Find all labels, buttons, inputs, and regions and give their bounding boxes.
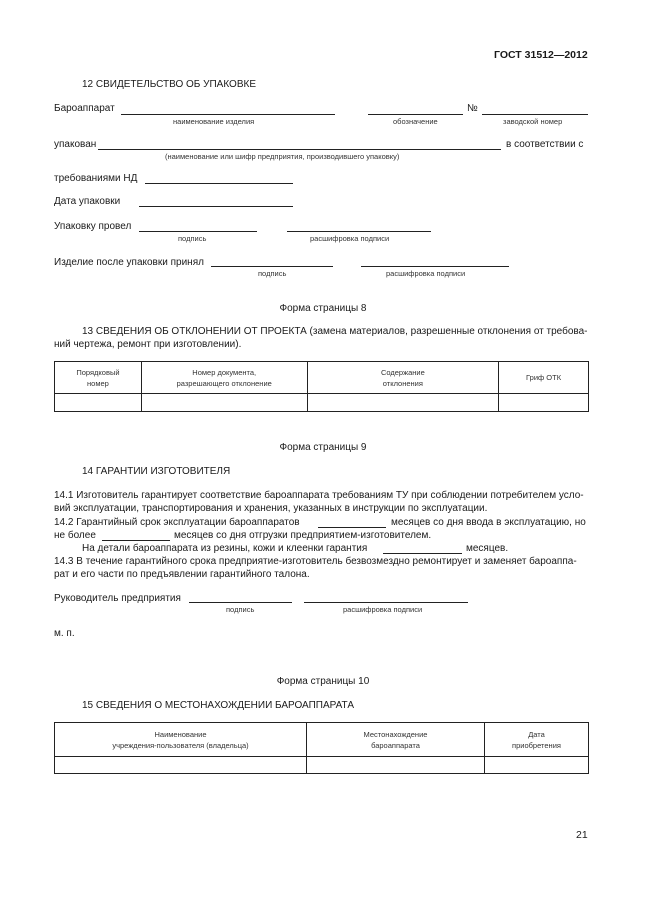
deviation-table-header-row [55, 362, 589, 394]
col-user-institution: Наименование учреждения-пользователя (владельца) [55, 723, 307, 757]
compliance-text: в соответствии с [506, 139, 584, 150]
form-page-8-title: Форма страницы 8 [279, 303, 367, 314]
packed-by-decode-caption: расшифровка подписи [310, 234, 390, 243]
packed-by-signature-field[interactable] [139, 231, 257, 232]
form-page-10-title: Форма страницы 10 [276, 676, 370, 687]
accepted-by-decode-field[interactable] [361, 266, 509, 267]
accepted-by-signature-caption: подпись [258, 269, 287, 278]
cell-institution[interactable] [55, 757, 307, 774]
col-document-number: Номер документа, разрешающего отклонение [141, 362, 307, 394]
col-deviation-content: Содержание отклонения [307, 362, 499, 394]
nd-label: требованиями НД [54, 173, 138, 184]
warranty-p4-line1: 14.3 В течение гарантийного срока предприятие-изготовитель безвозмездно ремонтирует и заменяет бароаппа- [54, 556, 577, 567]
packer-caption: (наименование или шифр предприятия, производившего упаковку) [165, 152, 400, 161]
location-table [54, 722, 589, 774]
col-location: Местонахождение бароаппарата [307, 723, 485, 757]
warranty-p1-line2: вий эксплуатации, транспортирования и хранения, указанных в инструкции по эксплуатации. [54, 503, 488, 514]
cell-location[interactable] [307, 757, 485, 774]
cell-otk[interactable] [499, 394, 589, 412]
packed-label: упакован [54, 139, 97, 150]
warranty-p3-a: На детали бароаппарата из резины, кожи и клеенки гарантия [82, 543, 368, 554]
form-page-9-title: Форма страницы 9 [279, 442, 367, 453]
designation-field[interactable] [368, 114, 463, 115]
location-table-header-row [55, 723, 589, 757]
standard-number: ГОСТ 31512—2012 [494, 49, 588, 61]
packer-field[interactable] [98, 149, 501, 150]
packed-by-label: Упаковку провел [54, 221, 132, 232]
accepted-by-decode-caption: расшифровка подписи [386, 269, 466, 278]
nd-field[interactable] [145, 183, 293, 184]
cell-document[interactable] [141, 394, 307, 412]
accepted-by-signature-field[interactable] [211, 266, 333, 267]
cell-date[interactable] [485, 757, 589, 774]
warranty-p2-d: месяцев со дня отгрузки предприятием-изготовителем. [174, 530, 432, 541]
device-label: Бароаппарат [54, 103, 115, 114]
warranty-max-months-field[interactable] [102, 540, 170, 541]
serial-number-caption: заводской номер [503, 117, 563, 126]
deviation-table-row [55, 394, 589, 412]
deviation-table [54, 361, 589, 412]
warranty-p4-line2: рат и его части по предъявлении гарантийного талона. [54, 569, 310, 580]
head-of-enterprise-label: Руководитель предприятия [54, 593, 181, 604]
packed-by-decode-field[interactable] [287, 231, 431, 232]
device-name-field[interactable] [121, 114, 335, 115]
pack-date-label: Дата упаковки [54, 196, 121, 207]
cell-serial[interactable] [55, 394, 142, 412]
number-sign: № [467, 103, 478, 114]
serial-number-field[interactable] [482, 114, 588, 115]
pack-date-field[interactable] [139, 206, 293, 207]
warranty-months-field[interactable] [318, 527, 386, 528]
device-name-caption: наименование изделия [173, 117, 255, 126]
section-13-intro-line1: 13 СВЕДЕНИЯ ОБ ОТКЛОНЕНИИ ОТ ПРОЕКТА (замена материалов, разрешенные отклонения от требова- [82, 326, 588, 337]
head-signature-field[interactable] [189, 602, 292, 603]
col-acquisition-date: Дата приобретения [485, 723, 589, 757]
stamp-place: м. п. [54, 628, 75, 639]
warranty-p2-a: 14.2 Гарантийный срок эксплуатации бароаппаратов [54, 517, 300, 528]
section-13-intro-line2: ний чертежа, ремонт при изготовлении). [54, 339, 242, 350]
warranty-p1-line1: 14.1 Изготовитель гарантирует соответствие бароаппарата требованиям ТУ при соблюдении потребителем усло- [54, 490, 584, 501]
rubber-parts-months-field[interactable] [383, 553, 462, 554]
col-otk-stamp: Гриф ОТК [499, 362, 589, 394]
warranty-p3-b: месяцев. [466, 543, 509, 554]
head-decode-caption: расшифровка подписи [343, 605, 423, 614]
accepted-by-label: Изделие после упаковки принял [54, 257, 204, 268]
cell-content[interactable] [307, 394, 499, 412]
location-table-row [55, 757, 589, 774]
warranty-p2-c: не более [54, 530, 96, 541]
section-14-title: 14 ГАРАНТИИ ИЗГОТОВИТЕЛЯ [82, 466, 231, 477]
col-serial-number: Порядковый номер [55, 362, 142, 394]
section-12-title: 12 СВИДЕТЕЛЬСТВО ОБ УПАКОВКЕ [82, 79, 256, 90]
packed-by-signature-caption: подпись [178, 234, 207, 243]
designation-caption: обозначение [393, 117, 438, 126]
head-signature-caption: подпись [226, 605, 255, 614]
page-number: 21 [576, 829, 588, 841]
section-15-title: 15 СВЕДЕНИЯ О МЕСТОНАХОЖДЕНИИ БАРОАППАРАТА [82, 700, 354, 711]
head-decode-field[interactable] [304, 602, 468, 603]
warranty-p2-b: месяцев со дня ввода в эксплуатацию, но [391, 517, 586, 528]
